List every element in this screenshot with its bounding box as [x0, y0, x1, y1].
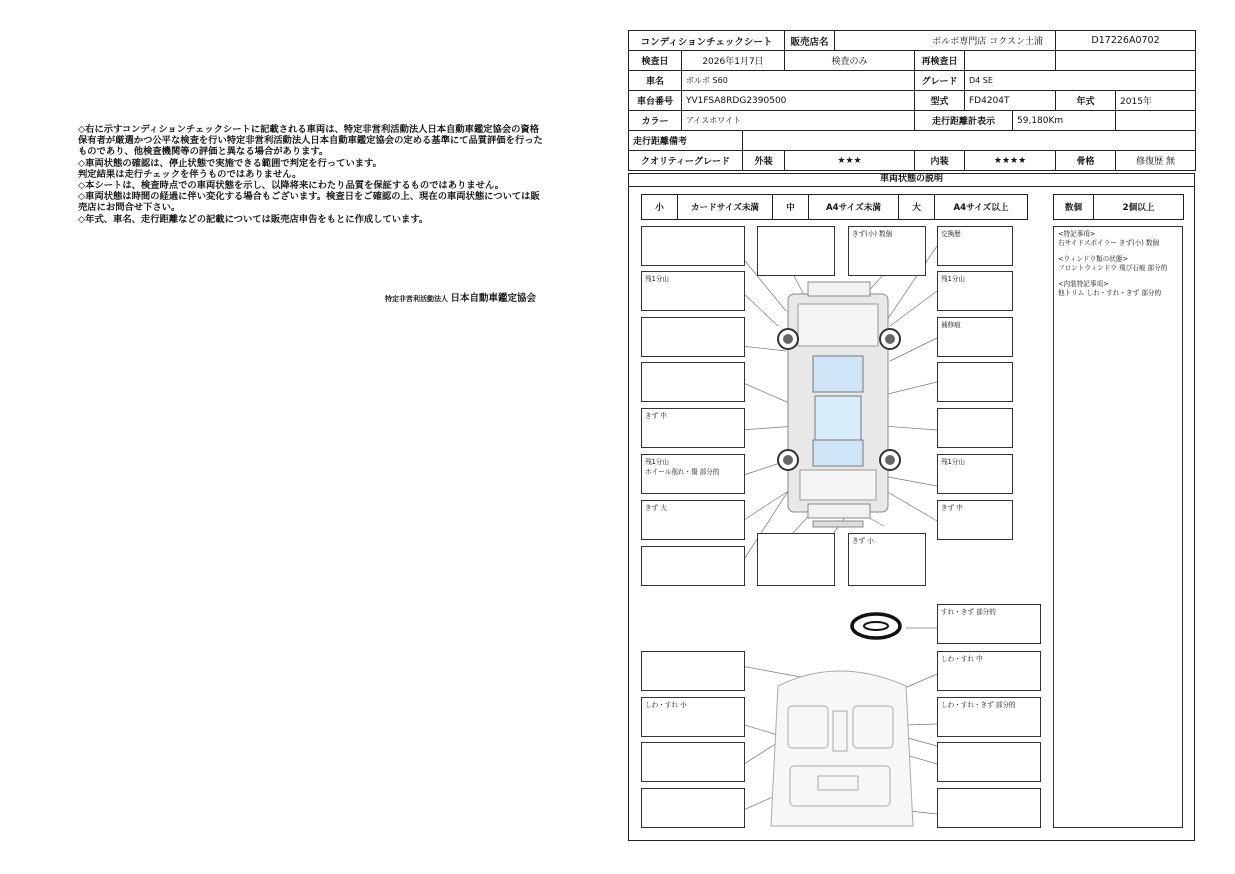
org-type: 特定非営利活動法人 [385, 295, 449, 303]
damage-box [757, 533, 835, 586]
year-label: 年式 [1056, 91, 1116, 111]
reinspection-label: 再検査日 [915, 51, 965, 71]
damage-box-right-3: 補修痕 [937, 317, 1013, 357]
vin: YV1FSA8RDG2390500 [682, 91, 915, 111]
frame-label: 骨格 [1056, 151, 1116, 171]
color: アイスホワイト [682, 111, 915, 131]
exterior-stars: ★★★ [785, 151, 915, 171]
damage-box-bottom-mid: きず 小 [848, 533, 926, 586]
window-notes: フロントウィンドウ 飛び石痕 部分的 [1058, 263, 1168, 272]
mileage-label: 走行距離計表示 [915, 111, 1013, 131]
vin-label: 車台番号 [629, 91, 682, 111]
interior-box-left-2: しわ・すれ 小 [641, 697, 745, 737]
notice-line: 判定結果は走行チェックを伴うものではありません。 [78, 168, 302, 180]
mileage-note-label: 走行距離備考 [629, 131, 743, 151]
legend-small: 小 [642, 195, 678, 220]
grade: D4 SE [965, 71, 1196, 91]
damage-box-top-right-mid: きず(小) 数個 [848, 226, 926, 276]
damage-box-left-front-tire: 残1分山 [641, 271, 745, 311]
model-year: 2015年 [1116, 91, 1196, 111]
quantity-legend [1053, 194, 1184, 220]
grade-label: グレード [915, 71, 965, 91]
interior-box [641, 742, 745, 782]
interior-box [937, 788, 1041, 828]
interior-notes-title: <内装特記事項> [1058, 280, 1109, 288]
damage-box-left-rear-tire: 残1分山 ホイール削れ・傷 部分的 [641, 454, 745, 494]
inspection-date-label: 検査日 [629, 51, 682, 71]
interior-box [641, 788, 745, 828]
notes-panel [1053, 226, 1183, 828]
damage-box-right-8: きず 中 [937, 500, 1013, 540]
window-notes-title: <ウィンドウ類の状態> [1058, 255, 1128, 263]
damage-box [757, 226, 835, 276]
inspection-date: 2026年1月7日 [682, 51, 785, 71]
qty-value: 2個以上 [1094, 195, 1184, 220]
damage-box-top-right: 交換歴 [937, 226, 1013, 266]
color-label: カラー [629, 111, 682, 131]
damage-box [641, 546, 745, 586]
special-notes: 右サイドスポイラー きず(小) 数個 [1058, 238, 1160, 247]
interior-box [641, 651, 745, 691]
damage-box-right-front-tire: 残1分山 [937, 271, 1013, 311]
sheet-id: D17226A0702 [1056, 31, 1196, 51]
dealer-name: ボルボ専門店 コクスン土浦 [835, 31, 1056, 51]
interior-notes: 他トリム しわ・すれ・きず 部分的 [1058, 288, 1162, 297]
notice-line: ◇車両状態の確認は、停止状態で実施できる範囲で判定を行っています。 [78, 157, 382, 169]
damage-box [641, 362, 745, 402]
org-name: 日本自動車鑑定協会 [450, 293, 536, 304]
section-title: 車両状態の説明 [628, 173, 1195, 187]
notice-line: ◇右に示すコンディションチェックシートに記載される車両は、特定非営利活動法人日本自動車鑑定協会の資格保有者が厳選かつ公平な検査を行い特定非営利活動法人日本自動車鑑定協会の定める基準にて品質評価を行ったものであり、他検査機関等の評価と異なる場合があります。 [78, 124, 543, 158]
legend-medium: 中 [773, 195, 809, 220]
dealer-label: 販売店名 [785, 31, 835, 51]
legend-medium-desc: A4サイズ未満 [809, 195, 899, 220]
interior-label: 内装 [915, 151, 965, 171]
steering-box: すれ・きず 部分的 [937, 604, 1041, 644]
legend-small-desc: カードサイズ未満 [678, 195, 773, 220]
legend-large-desc: A4サイズ以上 [935, 195, 1028, 220]
notice-text [78, 124, 543, 225]
interior-box-right-1: しわ・すれ 中 [937, 651, 1041, 691]
damage-box-left-5: きず 中 [641, 408, 745, 448]
car-name-label: 車名 [629, 71, 682, 91]
repair-history: 修復歴 無 [1116, 151, 1196, 171]
steering-wheel-icon [852, 614, 900, 638]
interior-box [937, 742, 1041, 782]
damage-box [641, 317, 745, 357]
model-code: FD4204T [965, 91, 1056, 111]
car-name: ボルボ S60 [682, 71, 915, 91]
reinspection-date [965, 51, 1056, 71]
mileage: 59,180Km [1013, 111, 1116, 131]
quality-grade-label: クオリティーグレード [629, 151, 743, 171]
damage-box [641, 226, 745, 266]
notice-line: ◇車両状態は時間の経過に伴い変化する場合もございます。検査日をご確認の上、現在の車両状態については販売店にお問合せ下さい。 [78, 191, 540, 214]
interior-box-right-2: しわ・すれ・きず 部分的 [937, 697, 1041, 737]
qty-label: 数個 [1054, 195, 1094, 220]
damage-box [937, 408, 1013, 448]
inspection-type: 検査のみ [785, 51, 915, 71]
notice-line: ◇年式、車名、走行距離などの記載については販売店申告をもとに作成しています。 [78, 213, 429, 225]
notice-line: ◇本シートは、検査時点での車両状態を示し、以降将来にわたり品質を保証するものではありません。 [78, 180, 505, 192]
model-label: 型式 [915, 91, 965, 111]
damage-box-left-8: きず 大 [641, 500, 745, 540]
sheet-title: コンディションチェックシート [629, 31, 785, 51]
damage-box-right-rear-tire: 残1分山 [937, 454, 1013, 494]
damage-box [937, 362, 1013, 402]
legend-large: 大 [899, 195, 935, 220]
interior-stars: ★★★★ [965, 151, 1056, 171]
exterior-label: 外装 [743, 151, 785, 171]
special-notes-title: <特記事項> [1058, 230, 1096, 238]
vehicle-info-table [628, 30, 1196, 171]
mileage-note [743, 131, 1196, 151]
organization-name [300, 290, 536, 304]
